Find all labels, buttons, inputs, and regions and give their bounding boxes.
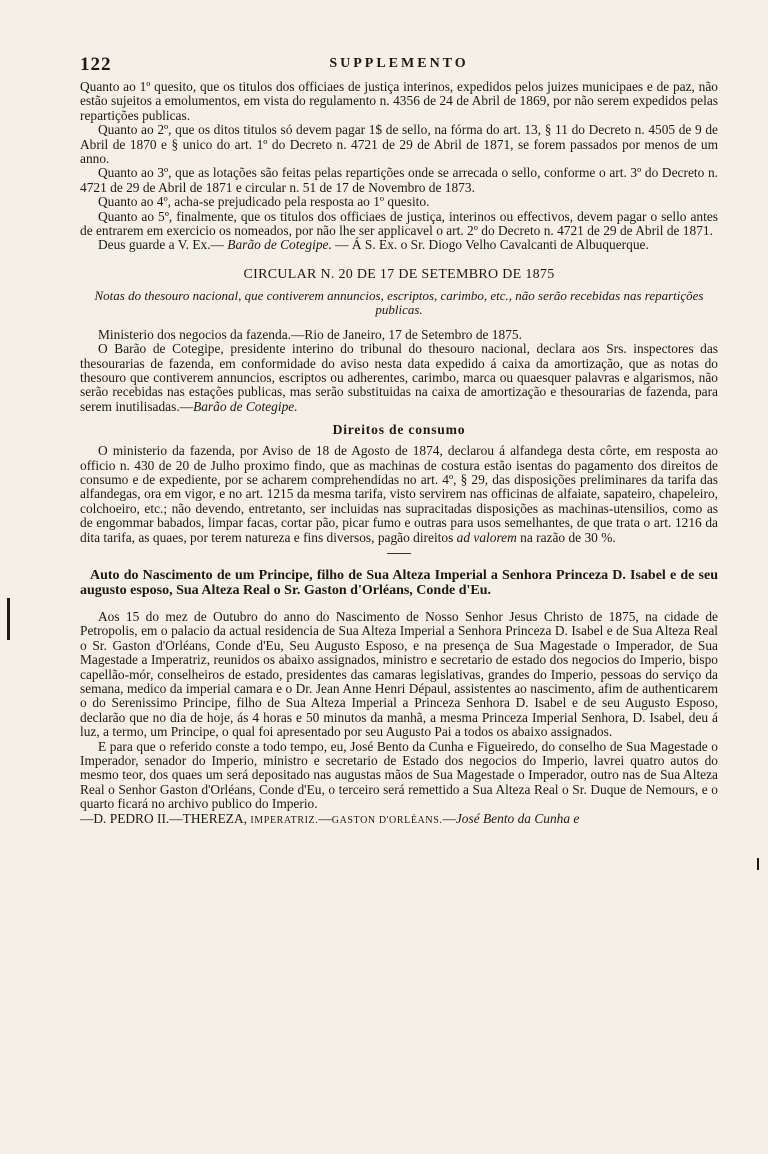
signature: Barão de Cotegipe. xyxy=(193,398,298,414)
section-heading: Direitos de consumo xyxy=(332,422,466,438)
auto-title: Auto do Nascimento de um Principe, filho de Sua Alteza Imperial a Senhora Princeza D. Isabel e de seu augusto esposo, Sua Alteza Real o Sr. Gaston d'Orléans, Conde d'Eu. xyxy=(80,567,718,598)
circular-paragraph: Ministerio dos negocios da fazenda.—Rio de Janeiro, 17 de Setembro de 1875. xyxy=(98,326,522,342)
circular-text: O Barão de Cotegipe, presidente interino do tribunal do thesouro nacional, declara aos Srs. inspectores das thesourarias de fazenda, em conformidade do aviso nesta data expedido á caixa da amortização, que as notas do thesouro que contiverem annuncios, escriptos ou adherentes, carimbo, marca ou quaesquer palavras e algarismos, não serão recebidas nas estações publicas, mas serão substituidas na caixa de amortização e thesourarias de fazenda, para serem inutilisadas.— xyxy=(80,341,718,414)
closing-text: Deus guarde a V. Ex.— xyxy=(98,237,228,253)
responses-section xyxy=(80,80,718,253)
sig-imperatriz: IMPERATRIZ. xyxy=(250,814,319,826)
page-header xyxy=(80,54,718,76)
response-paragraph: Quanto ao 4º, acha-se prejudicado pela resposta ao 1º quesito. xyxy=(98,194,430,210)
margin-dot xyxy=(757,858,759,870)
closing-addressee: — Á S. Ex. o Sr. Diogo Velho Cavalcanti de Albuquerque. xyxy=(331,237,649,253)
sig-text: —D. PEDRO II.—THEREZA, xyxy=(80,810,251,826)
circular-subtitle: Notas do thesouro nacional, que contiverem annuncios, escriptos, carimbo, etc., não serão recebidas nas repartições publicas. xyxy=(94,287,704,318)
margin-bracket xyxy=(7,598,10,640)
direitos-paragraph xyxy=(80,444,718,545)
auto-paragraph: E para que o referido conste a todo tempo, eu, José Bento da Cunha e Figueiredo, do conselho de Sua Magestade o Imperador, senador do Imperio, ministro e secretario de Estado dos negocios do Imperio, lavrei quatro autos do mesmo teor, dos quaes um será depositado nas augustas mãos de Sua Magestade o Imperador, outro nas de Sua Alteza Real o Senhor Gaston d'Orléans, Conde d'Eu, o terceiro será remettido a Sua Alteza Real o Sr. Duque de Nemours, e o quarto ficará no archivo publico do Imperio. xyxy=(80,738,718,812)
page-number: 122 xyxy=(80,54,112,75)
divider xyxy=(387,553,411,554)
italic-term: ad valorem xyxy=(456,529,517,545)
auto-paragraph: Aos 15 do mez de Outubro do anno do Nascimento de Nosso Senhor Jesus Christo de 1875, na cidade de Petropolis, em o palacio da actual residencia de Sua Alteza Imperial a Senhora Princeza D. Isabel e de Sua Alteza Real o Sr. Gaston d'Orléans, Conde d'Eu, Seu Augusto Esposo, e na presença de Sua Magestade o Imperador, de Sua Magestade a Imperatriz, reunidos os abaixo assignados, ministro e secretario de estado dos negocios do Imperio, bispo capellão-mór, conselheiros de estado, presidentes das camaras legislativas, grandes do Imperio, pessoas do serviço da semana, medico da imperial camara e o Dr. Jean Anne Henri Dépaul, assistentes ao nascimento, afim de authenticarem o do Serenissimo Principe, filho de Sua Alteza Imperial a Princeza Senhora D. Isabel e de seu Augusto Esposo, declarão que no dia de hoje, ás 4 horas e 50 minutos da manhã, a mesma Princeza Imperial Senhora, D. Isabel, deu á luz, a termo, um Principe, o qual foi apresentado por seu Augusto Pai a todos os abaixo assignados. xyxy=(80,608,718,740)
sig-separator: — xyxy=(442,810,456,826)
response-paragraph: Quanto ao 5º, finalmente, que os titulos dos officiaes de justiça, interinos ou effectivos, devem pagar o sello antes de entrarem em exercicio os nomeados, por não lhe ser applicavel o art. 2º do Decreto n. 4721 de 29 de Abril de 1871. xyxy=(80,208,718,239)
page xyxy=(80,54,718,828)
response-paragraph: Quanto ao 1º quesito, que os titulos dos officiaes de justiça interinos, expedidos pelos juizes municipaes e de paz, não estão sujeitos a emolumentos, em vista do regulamento n. 4356 de 24 de Abril de 1869, por não serem expedidos pelas repartições publicas. xyxy=(80,79,718,123)
circular-heading: CIRCULAR N. 20 DE 17 DE SETEMBRO DE 1875 xyxy=(243,266,555,282)
sig-gaston: GASTON D'ORLÉANS. xyxy=(331,814,443,826)
signatures-line xyxy=(80,812,718,828)
response-paragraph: Quanto ao 2º, que os ditos titulos só devem pagar 1$ de sello, na fórma do art. 13, § 11 do Decreto n. 4505 de 9 de Abril de 1870 e § unico do art. 1º do Decreto n. 4721 de 29 de Abril de 1871, se forem passados por menos de um anno. xyxy=(80,122,718,167)
signature: Barão de Cotegipe. xyxy=(227,237,332,253)
direitos-text-end: na razão de 30 %. xyxy=(516,529,616,545)
sig-separator: — xyxy=(318,810,332,826)
sig-jose: José Bento da Cunha e xyxy=(455,810,580,826)
direitos-text: O ministerio da fazenda, por Aviso de 18 de Agosto de 1874, declarou á alfandega desta côrte, em resposta ao officio n. 430 de 20 de Julho proximo findo, que as machinas de costura estão isentas do pagamento dos direitos de consumo e de expediente, por se acharem comprehendidas no art. 4º, § 29, das disposições preliminares da tarifa das alfandegas, ora em vigor, e no art. 1215 da mesma tarifa, visto servirem nas officinas de alfaiate, sapateiro, chapeleiro, colchoeiro, etc.; não devendo, entretanto, ser incluidas nas supracitadas disposições as machinas-utensilios, como as de engommar babados, limpar facas, cortar pão, picar fumo e outras para usos semelhantes, de que trata o art. 1216 da dita tarifa, as quaes, por terem natureza e fins diversos, pagão direitos xyxy=(80,443,718,545)
response-paragraph: Quanto ao 3º, que as lotações são feitas pelas repartições onde se arrecada o sello, conforme o art. 3º do Decreto n. 4721 de 29 de Abril de 1871 e circular n. 51 de 17 de Novembro de 1873. xyxy=(80,165,718,195)
closing-paragraph xyxy=(80,238,718,252)
circular-paragraph xyxy=(80,342,718,414)
running-title: SUPPLEMENTO xyxy=(329,56,469,71)
